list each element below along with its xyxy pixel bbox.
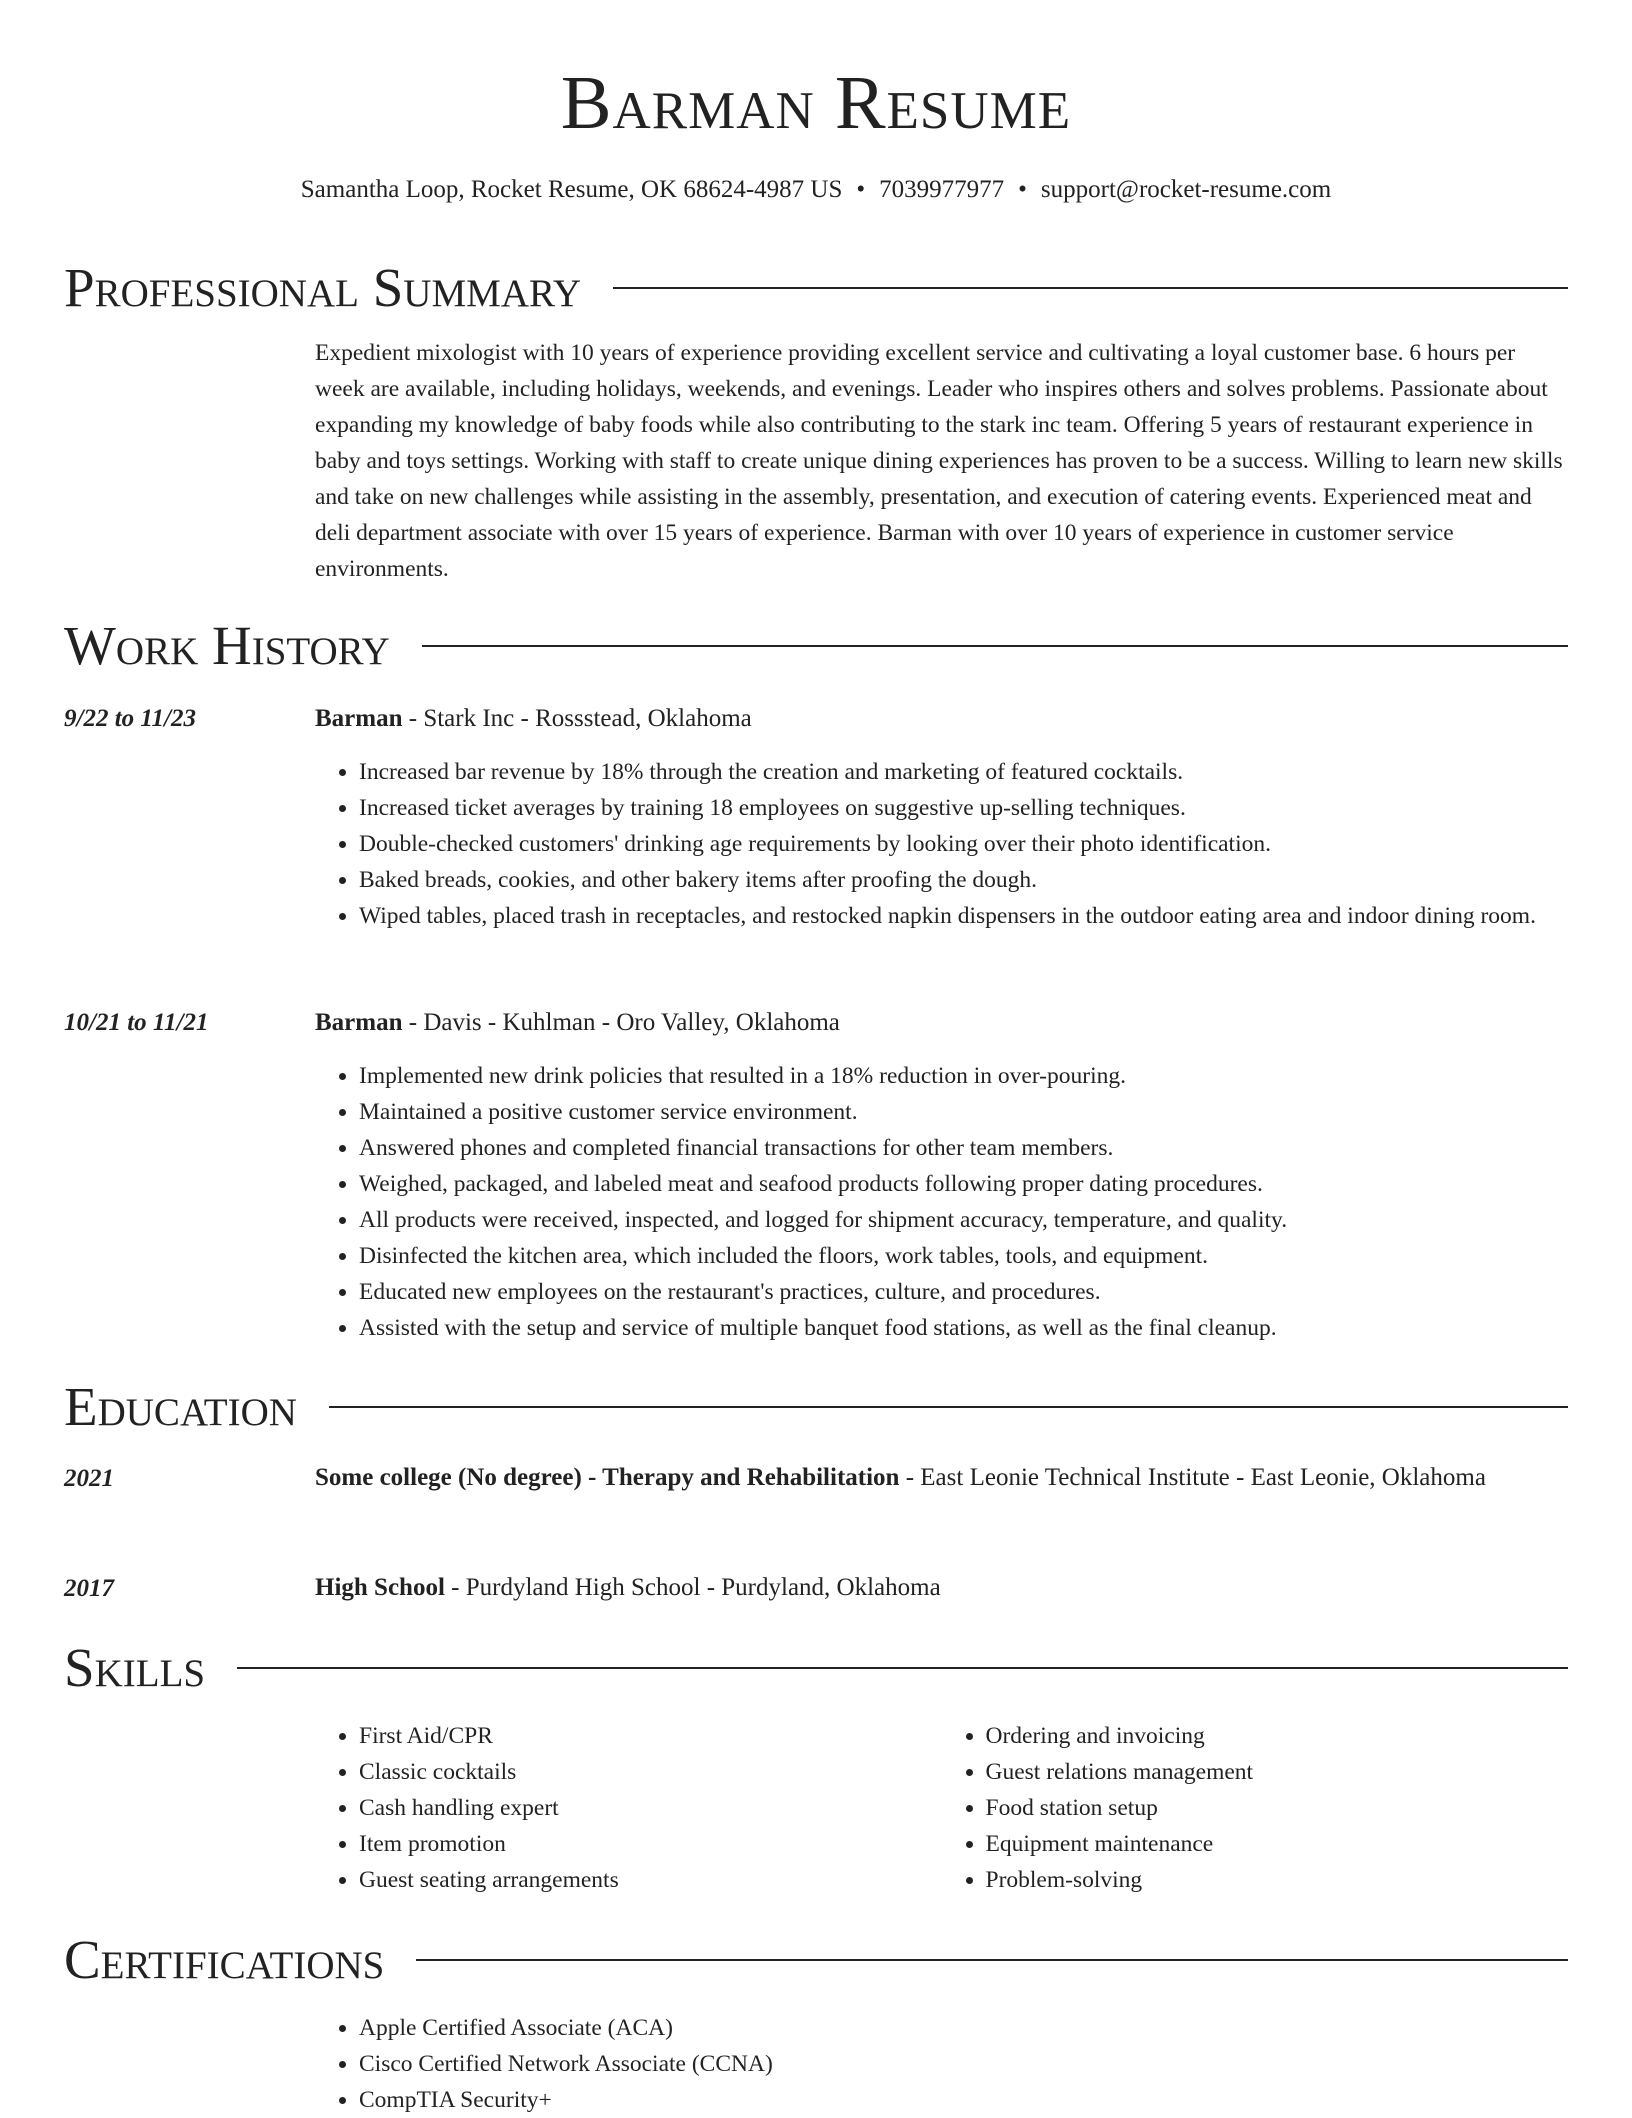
list-item: • Educated new employees on the restaurant's practices, culture, and procedures. (359, 1274, 1568, 1310)
job-bullets (315, 1058, 1568, 1346)
job-entry (315, 700, 1568, 934)
education-degree: High School (315, 1574, 445, 1601)
section-title: Work History (64, 615, 390, 676)
list-item: • Wiped tables, placed trash in receptacles, and restocked napkin dispensers in the outdoor eating area and indoor dining room. (359, 898, 1568, 934)
section-header (64, 614, 1568, 678)
section-divider (416, 1959, 1568, 1961)
education-entry (315, 1569, 1568, 1607)
list-item: • Implemented new drink policies that resulted in a 18% reduction in over-pouring. (359, 1058, 1568, 1094)
education-year: 2021 (64, 1465, 114, 1492)
skills-grid (315, 1718, 1568, 1898)
section-header (64, 256, 1568, 320)
skill-item: • Guest relations management (986, 1754, 1569, 1790)
list-item: • All products were received, inspected, and logged for shipment accuracy, temperature, and quality. (359, 1202, 1568, 1238)
job-entry (315, 1004, 1568, 1346)
skill-item: • First Aid/CPR (359, 1718, 942, 1754)
section-title: Certifications (64, 1929, 385, 1990)
contact-phone[interactable]: 7039977977 (879, 176, 1005, 203)
list-item: • Increased bar revenue by 18% through the creation and marketing of featured cocktails. (359, 754, 1568, 790)
list-item: • Assisted with the setup and service of multiple banquet food stations, as well as the final cleanup. (359, 1310, 1568, 1346)
contact-line (64, 172, 1568, 208)
certifications-list (315, 2010, 1568, 2118)
skills-list-right (942, 1718, 1569, 1898)
section-title: Skills (64, 1637, 206, 1698)
job-title: Barman (315, 705, 403, 732)
section-divider (422, 645, 1568, 647)
skill-item: • Food station setup (986, 1790, 1569, 1826)
job-dates: 9/22 to 11/23 (64, 705, 196, 732)
resume-title: Barman Resume (560, 61, 1072, 145)
education-year: 2017 (64, 1575, 114, 1602)
education-degree: Some college (No degree) - Therapy and Rehabilitation (315, 1464, 900, 1491)
certifications-section (64, 1928, 1568, 1992)
skill-item: • Equipment maintenance (986, 1826, 1569, 1862)
job-bullets (315, 754, 1568, 934)
education-section (64, 1375, 1568, 1439)
section-title: Professional Summary (64, 257, 582, 318)
skill-item: • Problem-solving (986, 1862, 1569, 1898)
list-item: • Maintained a positive customer service environment. (359, 1094, 1568, 1130)
education-entry (315, 1459, 1568, 1497)
job-heading (315, 700, 1568, 738)
list-item: • Answered phones and completed financial transactions for other team members. (359, 1130, 1568, 1166)
summary-text: Expedient mixologist with 10 years of experience providing excellent service and cultivating a loyal customer base. 6 hours per week are available, including holidays, weekends, and evenings. Leader who inspires others and solves problems. Passionate about expanding my knowledge of baby foods while also contributing to the stark inc team. Offering 5 years of restaurant experience in baby and toys settings. Working with staff to create unique dining experiences has proven to be a success. Willing to learn new skills and take on new challenges while assisting in the assembly, presentation, and execution of catering events. Experienced meat and deli department associate with over 15 years of experience. Barman with over 10 years of experience in customer service environments. (315, 340, 1563, 582)
list-item: • Double-checked customers' drinking age requirements by looking over their photo identification. (359, 826, 1568, 862)
list-item: • Disinfected the kitchen area, which included the floors, work tables, tools, and equipment. (359, 1238, 1568, 1274)
skill-item: • Cash handling expert (359, 1790, 942, 1826)
section-header (64, 1636, 1568, 1700)
education-details: - East Leonie Technical Institute - East Leonie, Oklahoma (899, 1464, 1486, 1491)
section-divider (329, 1406, 1568, 1408)
skill-item: • Item promotion (359, 1826, 942, 1862)
skill-item: • Ordering and invoicing (986, 1718, 1569, 1754)
certification-item: • CompTIA Security+ (359, 2082, 1568, 2118)
contact-separator: • (856, 176, 866, 203)
skill-item: • Guest seating arrangements (359, 1862, 942, 1898)
list-item: • Baked breads, cookies, and other bakery items after proofing the dough. (359, 862, 1568, 898)
summary-section (64, 256, 1568, 320)
contact-email[interactable]: support@rocket-resume.com (1040, 176, 1332, 203)
certifications-block (315, 2010, 1568, 2118)
section-header (64, 1375, 1568, 1439)
contact-separator: • (1018, 176, 1027, 203)
section-divider (237, 1667, 1568, 1669)
job-heading (315, 1004, 1568, 1042)
job-details: - Stark Inc - Rossstead, Oklahoma (402, 705, 752, 732)
section-header (64, 1928, 1568, 1992)
job-details: - Davis - Kuhlman - Oro Valley, Oklahoma (402, 1009, 840, 1036)
job-dates: 10/21 to 11/21 (64, 1009, 209, 1036)
certification-item: • Apple Certified Associate (ACA) (359, 2010, 1568, 2046)
skills-section (64, 1636, 1568, 1700)
contact-address: Samantha Loop, Rocket Resume, OK 68624-4987 US (300, 176, 843, 203)
work-history-section (64, 614, 1568, 678)
section-title: Education (64, 1376, 297, 1437)
job-title: Barman (315, 1009, 403, 1036)
skill-item: • Classic cocktails (359, 1754, 942, 1790)
list-item: • Increased ticket averages by training 18 employees on suggestive up-selling techniques. (359, 790, 1568, 826)
certification-item: • Cisco Certified Network Associate (CCNA) (359, 2046, 1568, 2082)
list-item: • Weighed, packaged, and labeled meat and seafood products following proper dating procedures. (359, 1166, 1568, 1202)
section-divider (613, 287, 1568, 289)
education-details: - Purdyland High School - Purdyland, Oklahoma (444, 1574, 941, 1601)
resume-page (64, 0, 1568, 2112)
skills-list-left (315, 1718, 942, 1898)
